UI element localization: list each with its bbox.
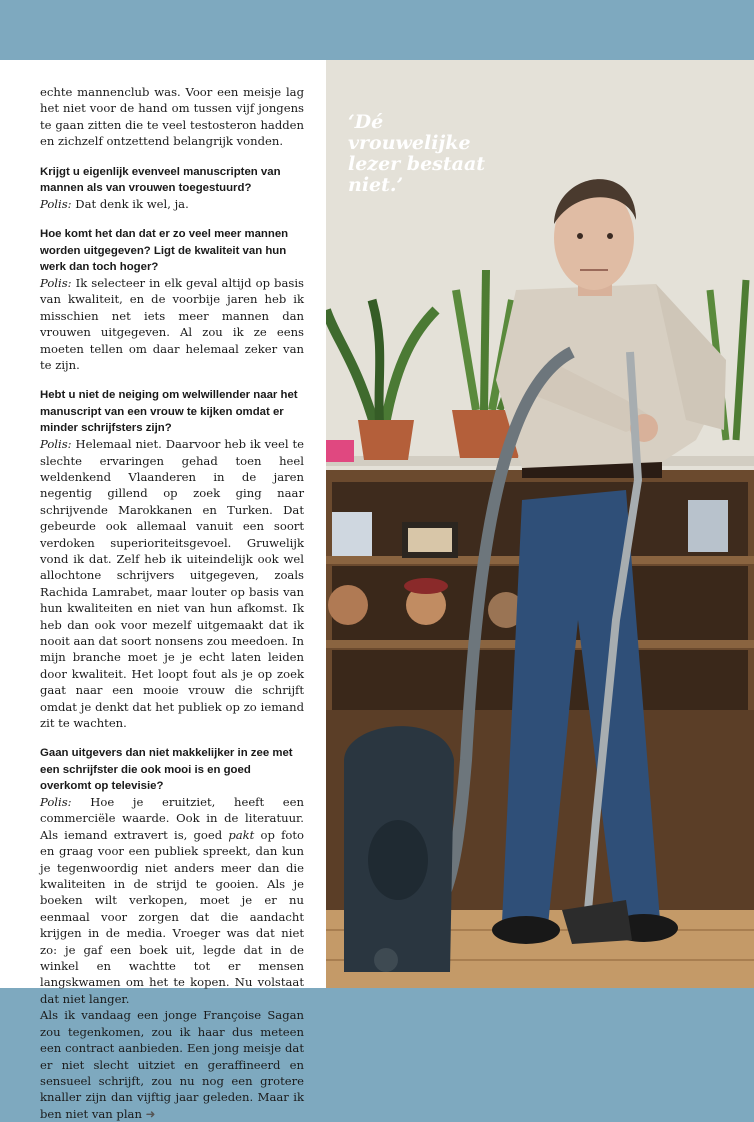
magazine-page <box>0 60 754 1121</box>
speaker-label: Polis: <box>40 437 72 452</box>
interview-answer <box>40 84 304 150</box>
pull-quote-line: ‘Dé vrouwelijke <box>348 111 471 154</box>
article-text-column <box>40 84 304 1122</box>
interview-answer <box>40 436 304 731</box>
interview-question <box>40 745 304 794</box>
pull-quote <box>348 112 508 196</box>
interview-answer <box>40 196 304 212</box>
speaker-label: Polis: <box>40 276 72 291</box>
answer-text: echte mannenclub was. Voor een meisje lag het niet voor de hand om tussen vijf jongens te gaan zitten die te veel testosteron hadden en zichzelf ontzettend belangrijk vonden. <box>40 85 304 149</box>
interview-answer <box>40 794 304 1007</box>
interview-question <box>40 387 304 436</box>
answer-text: Helemaal niet. Daarvoor heb ik veel te slechte ervaringen gehad toen heel weldenkend Vlaanderen in de jaren negentig gillend op zoek ging naar schrijvende Marokkanen en Turken. Dat gebeurde ook allemaal vanuit een soort verdoken superioriteitsgevoel. Gruwelijk vond ik dat. Zelf heb ik uiteindelijk ook wel allochtone schrijvers uitgegeven, zoals Rachida Lamrabet, maar louter op basis van hun kwaliteiten en niet van hun afkomst. Ik heb dan ook voor mezelf uitgemaakt dat ik nooit aan dat soort nonsens zou meedoen. In mijn branche moet je je echt laten leiden door kwaliteit. Het loopt fout als je op zoek gaat naar een mooie vrouw die schrijft omdat je denkt dat het publiek op zo iemand zit te wachten. <box>40 437 304 730</box>
answer-text-tail: op foto en graag voor een publiek spreekt, dan kun je tegenwoordig niet anders meer dan die kwaliteiten in de strijd te gooien. Als je boeken wilt verkopen, moet je er nu eenmaal voor zorgen dat die aandacht krijgen in de media. Vroeger was dat niet zo: je gaf een boek uit, legde dat in de winkel en wachtte tot er mensen langskwamen om het te kopen. Nu volstaat dat niet langer. <box>40 827 304 1006</box>
question-text: Gaan uitgevers dan niet makkelijker in zee met een schrijfster die ook mooi is en goed overkomt op televisie? <box>40 747 293 792</box>
interview-answer <box>40 1007 304 1122</box>
speaker-label: Polis: <box>40 197 72 212</box>
answer-text: Ik selecteer in elk geval altijd op basis van kwaliteit, en de voorbije jaren heb ik misschien net iets meer mannen dan vrouwen uitgegeven. Al zou ik ze eens moeten tellen om daar helemaal zeker van te zijn. <box>40 276 304 373</box>
continue-arrow-icon: ➜ <box>145 1106 156 1121</box>
interview-question <box>40 226 304 275</box>
answer-text: Als ik vandaag een jonge Françoise Sagan zou tegenkomen, zou ik haar dus meteen een contract aanbieden. Een jong meisje dat er niet slecht uitziet en geraffineerd en sensueel schrijft, zou nu nog een grotere knaller zijn dan vijftig jaar geleden. Maar ik ben niet van plan <box>40 1008 304 1121</box>
question-text: Hebt u niet de neiging om welwillender naar het manuscript van een vrouw te kijken omdat er minder schrijfsters zijn? <box>40 389 298 434</box>
pull-quote-line: lezer bestaat <box>348 153 486 175</box>
pull-quote-line: niet.’ <box>348 174 404 196</box>
interview-answer <box>40 275 304 373</box>
emphasis-text: pakt <box>228 827 255 842</box>
answer-text: Dat denk ik wel, ja. <box>71 197 189 212</box>
interview-question <box>40 164 304 196</box>
speaker-label: Polis: <box>40 795 72 810</box>
question-text: Krijgt u eigenlijk evenveel manuscripten van mannen als van vrouwen toegestuurd? <box>40 165 281 194</box>
photo-man-with-vacuum-cleaner <box>326 60 754 988</box>
photo-illustration <box>326 60 754 988</box>
answer-text: Hoe je eruitziet, heeft een commerciële waarde. Ook in de literatuur. Als iemand extravert is, goed <box>40 795 304 842</box>
question-text: Hoe komt het dan dat er zo veel meer mannen worden uitgegeven? Ligt de kwaliteit van hun werk dan toch hoger? <box>40 228 289 273</box>
photo-vacuum-cleaner <box>344 726 454 972</box>
